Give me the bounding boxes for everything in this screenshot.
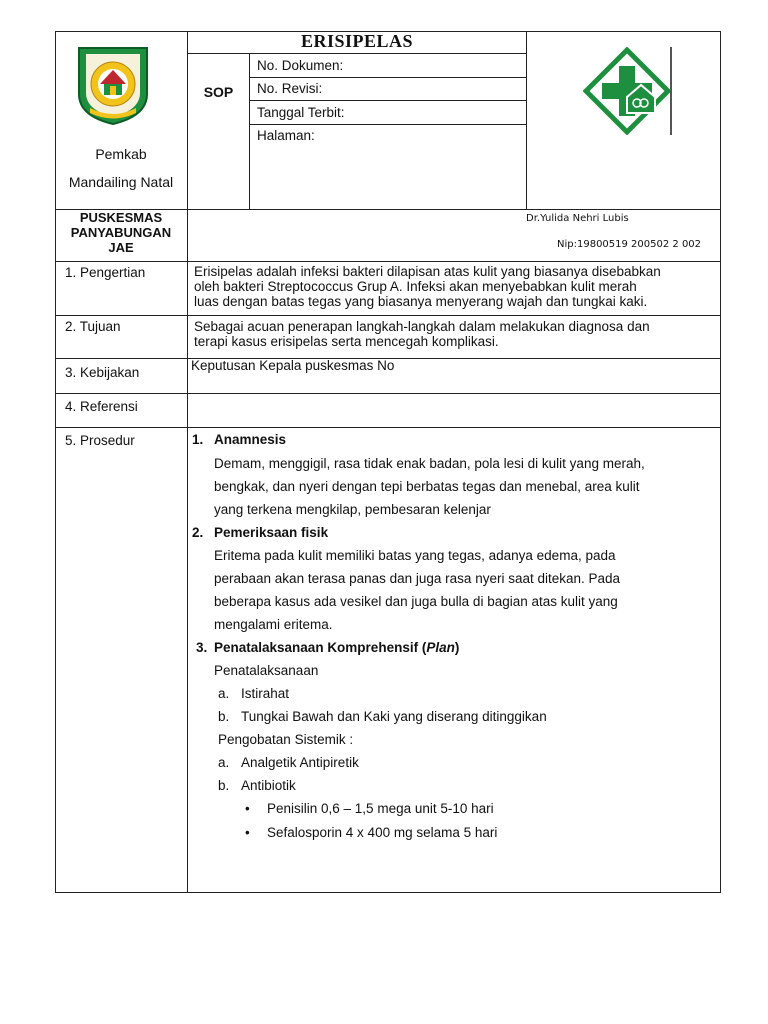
title-divider — [188, 53, 526, 54]
step-2-line-1: Eritema pada kulit memiliki batas yang tegas, adanya edema, pada — [214, 548, 616, 563]
field-divider-3 — [249, 124, 526, 125]
field-no-dokumen: No. Dokumen: — [257, 58, 344, 73]
row-divider-5 — [55, 427, 721, 428]
step-3-sub-penatalaksanaan: Penatalaksanaan — [214, 663, 319, 678]
step-3-b1-marker: b. — [218, 709, 230, 724]
step-1-line-1: Demam, menggigil, rasa tidak enak badan, pola lesi di kulit yang merah, — [214, 456, 645, 471]
step-3-sub-pengobatan: Pengobatan Sistemik : — [218, 732, 354, 747]
signer-name: Dr.Yulida Nehri Lubis — [526, 213, 629, 224]
pengertian-line-2: oleh bakteri Streptococcus Grup A. Infeksi akan menyebabkan kulit merah — [194, 279, 637, 294]
step-3-a2-marker: a. — [218, 755, 230, 770]
pemkab-logo — [76, 44, 150, 126]
kebijakan-label: 3. Kebijakan — [65, 365, 140, 380]
pengertian-line-1: Erisipelas adalah infeksi bakteri dilapisan atas kulit yang biasanya disebabkan — [194, 264, 661, 279]
step-2-line-4: mengalami eritema. — [214, 617, 333, 632]
field-tanggal-terbit: Tanggal Terbit: — [257, 105, 345, 120]
sop-divider — [249, 53, 250, 210]
field-divider-2 — [249, 100, 526, 101]
mandailing-natal-text: Mandailing Natal — [68, 174, 174, 190]
step-3-a1-marker: a. — [218, 686, 230, 701]
step-3-b1-text: Tungkai Bawah dan Kaki yang diserang ditinggikan — [241, 709, 547, 724]
step-3-title-wrap — [214, 640, 459, 655]
step-3-b2-text: Antibiotik — [241, 778, 296, 793]
table-border-right — [720, 31, 721, 893]
step-1-number: 1. — [192, 432, 204, 447]
table-border-bottom — [55, 892, 721, 893]
prosedur-label: 5. Prosedur — [65, 433, 135, 448]
step-3-title-close: ) — [454, 640, 460, 655]
document-title: ERISIPELAS — [300, 31, 414, 51]
step-3-a1-text: Istirahat — [241, 686, 290, 701]
step-2-line-2: perabaan akan terasa panas dan juga rasa nyeri saat ditekan. Pada — [214, 571, 621, 586]
referensi-label: 4. Referensi — [65, 399, 138, 414]
bullet-item-penisilin: Penisilin 0,6 – 1,5 mega unit 5-10 hari — [267, 801, 494, 816]
puskesmas-line-1: PUSKESMAS — [79, 210, 163, 225]
sop-label: SOP — [203, 84, 234, 100]
puskesmas-logo — [583, 47, 673, 135]
step-2-number: 2. — [192, 525, 204, 540]
step-1-line-3: yang terkena mengkilap, pembesaran kelenjar — [214, 502, 491, 517]
bullet-icon: • — [245, 825, 250, 840]
step-2-line-3: beberapa kasus ada vesikel dan juga bulla di bagian atas kulit yang — [214, 594, 618, 609]
puskesmas-line-2: PANYABUNGAN — [70, 225, 172, 240]
kebijakan-text: Keputusan Kepala puskesmas No — [191, 358, 395, 373]
step-3-a2-text: Analgetik Antipiretik — [241, 755, 359, 770]
pemkab-text: Pemkab — [95, 146, 147, 162]
pengertian-line-3: luas dengan batas tegas yang biasanya menyerang wajah dan tungkai kaki. — [194, 294, 648, 309]
logo-column-divider — [526, 31, 527, 210]
step-2-title: Pemeriksaan fisik — [214, 525, 329, 540]
field-halaman: Halaman: — [257, 128, 315, 143]
step-1-line-2: bengkak, dan nyeri dengan tepi berbatas tegas dan menebal, area kulit — [214, 479, 640, 494]
step-3-title: Penatalaksanaan Komprehensif ( — [214, 640, 427, 655]
field-divider-1 — [249, 77, 526, 78]
signer-nip: Nip:19800519 200502 2 002 — [557, 239, 702, 250]
tujuan-label: 2. Tujuan — [65, 319, 121, 334]
tujuan-line-1: Sebagai acuan penerapan langkah-langkah dalam melakukan diagnosa dan — [194, 319, 650, 334]
tujuan-line-2: terapi kasus erisipelas serta mencegah komplikasi. — [194, 334, 499, 349]
bullet-icon: • — [245, 801, 250, 816]
row-divider-2 — [55, 315, 721, 316]
label-column-divider — [187, 31, 188, 893]
pengertian-label: 1. Pengertian — [65, 265, 146, 280]
puskesmas-line-3: JAE — [108, 240, 134, 255]
bullet-item-sefalosporin: Sefalosporin 4 x 400 mg selama 5 hari — [267, 825, 498, 840]
step-3-title-italic: Plan — [426, 640, 455, 655]
step-3-number: 3. — [196, 640, 208, 655]
row-divider-4 — [55, 393, 721, 394]
row-divider-1 — [55, 261, 721, 262]
step-1-title: Anamnesis — [214, 432, 287, 447]
field-no-revisi: No. Revisi: — [257, 81, 323, 96]
step-3-b2-marker: b. — [218, 778, 230, 793]
